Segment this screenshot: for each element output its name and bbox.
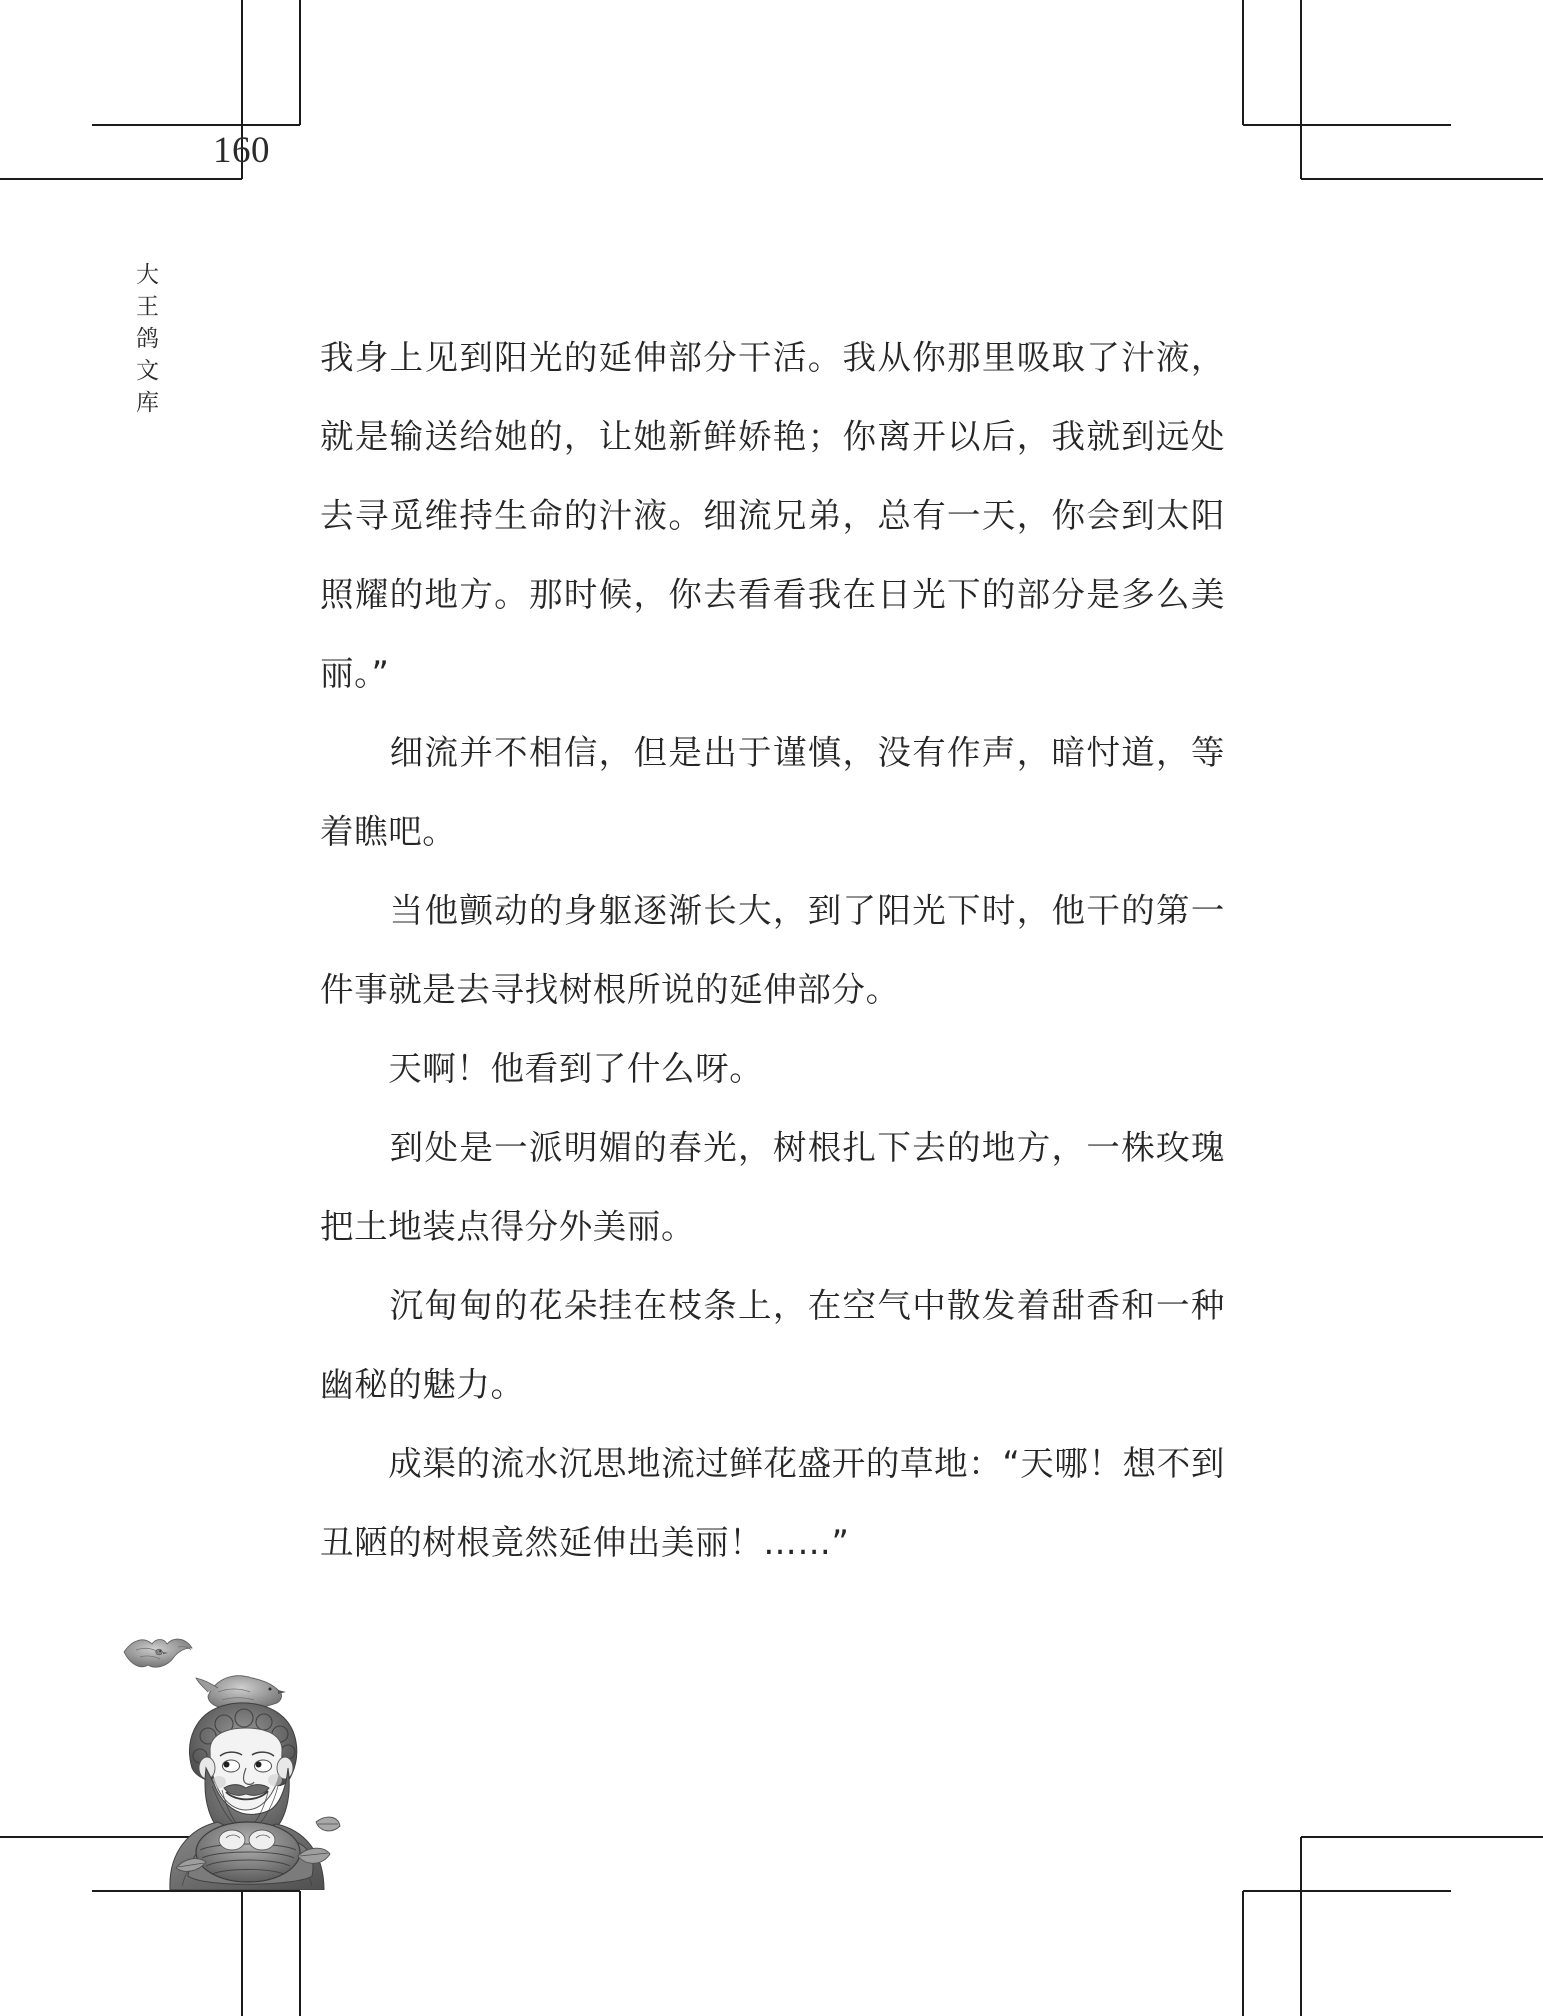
crop-mark-segment xyxy=(1300,0,1302,179)
paragraph: 沉甸甸的花朵挂在枝条上，在空气中散发着甜香和一种幽秘的魅力。 xyxy=(320,1286,1225,1404)
paragraph: 成渠的流水沉思地流过鲜花盛开的草地：“天哪！想不到丑陋的树根竟然延伸出美丽！……” xyxy=(320,1444,1225,1562)
crop-mark-segment xyxy=(299,1891,301,2016)
page-number: 160 xyxy=(213,130,270,171)
pencil-sketch-illustration xyxy=(112,1600,342,1890)
crop-mark-segment xyxy=(299,0,301,125)
crop-mark-segment xyxy=(1242,1891,1244,2016)
crop-mark-segment xyxy=(1243,1890,1451,1892)
sketch-svg xyxy=(112,1600,342,1890)
paragraph: 到处是一派明媚的春光，树根扎下去的地方，一株玫瑰把土地装点得分外美丽。 xyxy=(320,1128,1225,1246)
flying-bird-icon xyxy=(124,1639,192,1667)
body-text-block xyxy=(320,318,1225,1582)
paragraph: 当他颤动的身躯逐渐长大，到了阳光下时，他干的第一件事就是去寻找树根所说的延伸部分。 xyxy=(320,891,1225,1009)
crop-mark-segment xyxy=(92,124,300,126)
paragraph: 细流并不相信，但是出于谨慎，没有作声，暗忖道，等着瞧吧。 xyxy=(320,733,1225,851)
crop-mark-segment xyxy=(92,1890,300,1892)
crop-mark-segment xyxy=(1301,178,1543,180)
paragraph: 我身上见到阳光的延伸部分干活。我从你那里吸取了汁液，就是输送给她的，让她新鲜娇艳；你离开以后，我就到远处去寻觅维持生命的汁液。细流兄弟，总有一天，你会到太阳照耀的地方。那时候，你去看看我在日光下的部分是多么美丽。” xyxy=(320,338,1225,693)
crop-mark-segment xyxy=(1243,124,1451,126)
nest-shape xyxy=(196,1822,300,1882)
crop-mark-segment xyxy=(1300,1837,1302,2016)
crop-mark-segment xyxy=(1301,1836,1543,1838)
series-running-head: 大王鸽文库 xyxy=(132,262,158,422)
paragraph: 天啊！他看到了什么呀。 xyxy=(320,1049,764,1088)
crop-mark-segment xyxy=(1242,0,1244,125)
crop-mark-segment xyxy=(0,178,242,180)
